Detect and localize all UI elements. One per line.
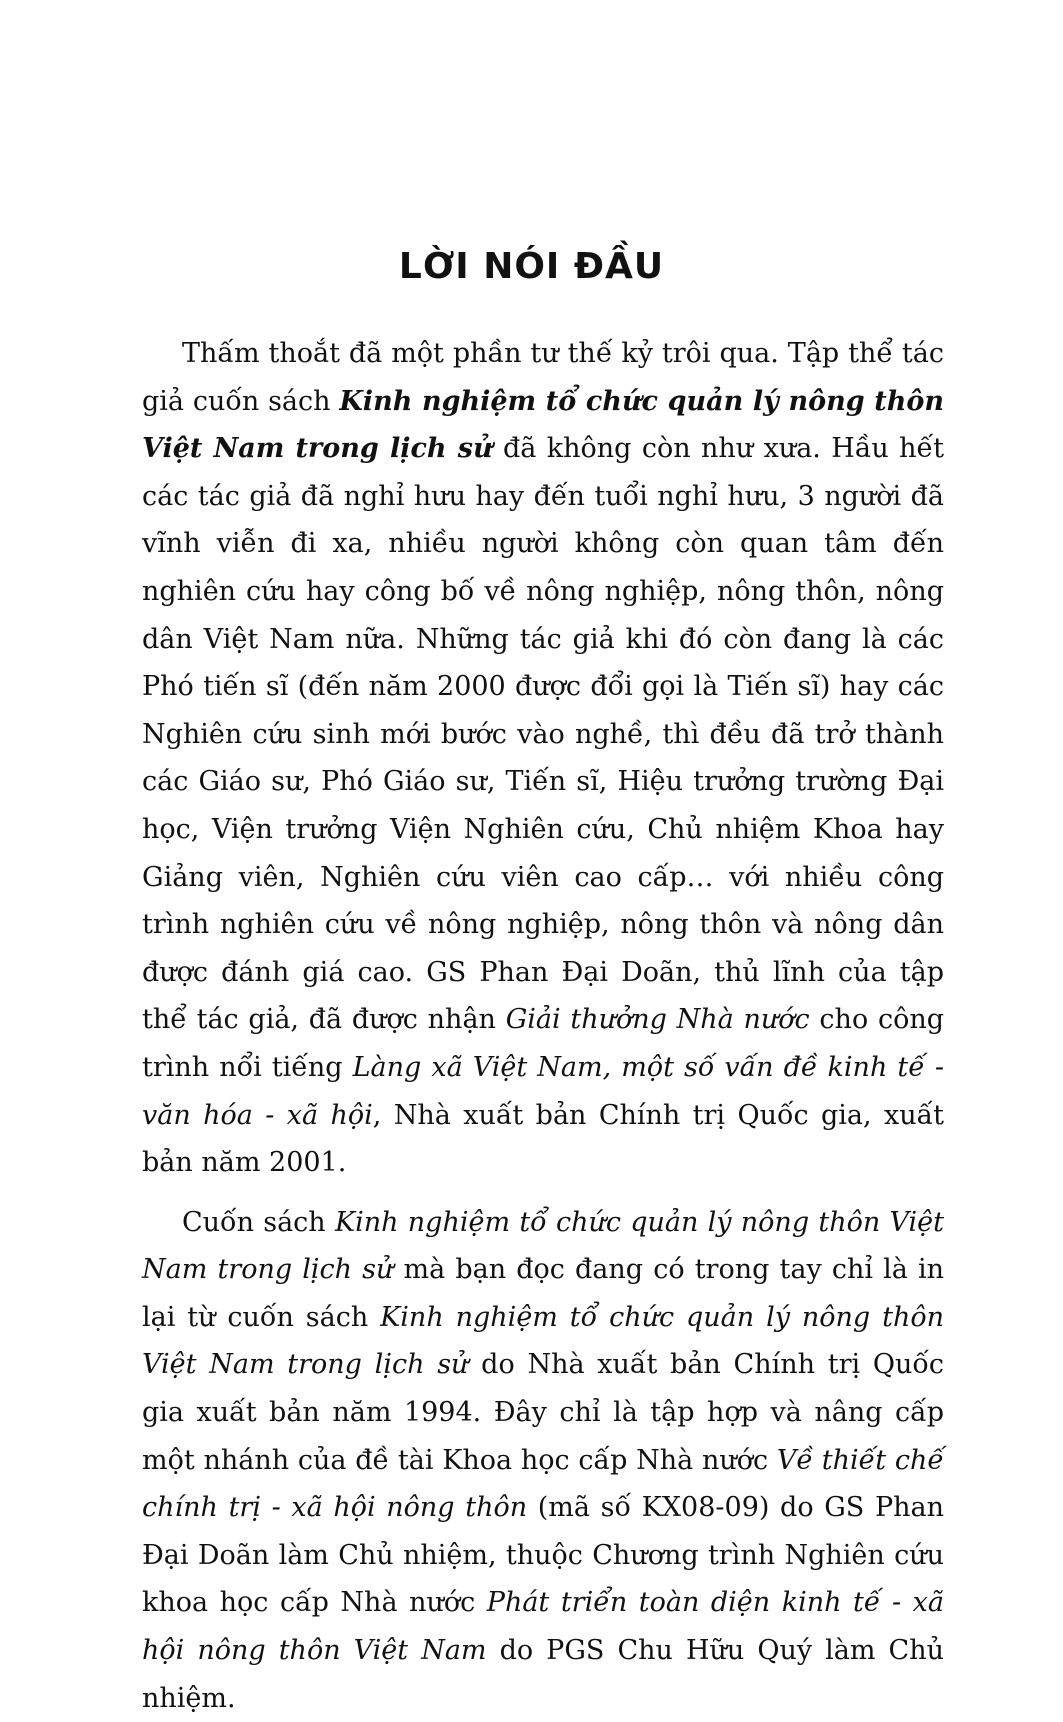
- text-run: mà bạn đọc đang có trong tay chỉ là in lại từ cuốn sách: [142, 1254, 944, 1333]
- text-run: Cuốn sách: [182, 1206, 335, 1238]
- text-run: Thấm thoắt đã một phần tư thế kỷ trôi qua. Tập thể tác giả cuốn sách: [142, 338, 944, 417]
- text-run: , Nhà xuất bản Chính trị Quốc gia, xuất bản năm 2001.: [142, 1099, 945, 1179]
- text-run: do PGS Chu Hữu Quý làm Chủ nhiệm.: [142, 1635, 944, 1714]
- work-title: Làng xã Việt Nam, một số vấn đề kinh tế - văn hóa - xã hội: [142, 1051, 944, 1131]
- page-title: LỜI NÓI ĐẦU: [398, 246, 665, 287]
- text-run: (mã số KX08-09) do GS Phan Đại Doãn làm Chủ nhiệm, thuộc Chương trình Nghiên cứu khoa học cấp Nhà nước: [142, 1492, 944, 1619]
- book-title: Kinh nghiệm tổ chức quản lý nông thôn Việt Nam trong lịch sử: [142, 1206, 944, 1286]
- paragraph-2: [142, 1199, 944, 1722]
- text-run: do Nhà xuất bản Chính trị Quốc gia xuất bản năm 1994. Đây chỉ là tập hợp và nâng cấp một nhánh của đề tài Khoa học cấp Nhà nước: [142, 1349, 945, 1476]
- book-title: Kinh nghiệm tổ chức quản lý nông thôn Việt Nam trong lịch sử: [142, 1301, 944, 1381]
- book-title-bold-italic: Kinh nghiệm tổ chức quản lý nông thôn Việt Nam trong lịch sử: [142, 385, 944, 465]
- text-run: đã không còn như xưa. Hầu hết các tác giả đã nghỉ hưu hay đến tuổi nghỉ hưu, 3 người đã vĩnh viễn đi xa, nhiều người không còn quan tâm đến nghiên cứu hay công bố về nông nghiệp, nông thôn, nông dân Việt Nam nữa. Những tác giả khi đó còn đang là các Phó tiến sĩ (đến năm 2000 được đổi gọi là Tiến sĩ) hay các Nghiên cứu sinh mới bước vào nghề, thì đều đã trở thành các Giáo sư, Phó Giáo sư, Tiến sĩ, Hiệu trưởng trường Đại học, Viện trưởng Viện Nghiên cứu, Chủ nhiệm Khoa hay Giảng viên, Nghiên cứu viên cao cấp… với nhiều công trình nghiên cứu về nông nghiệp, nông thôn và nông dân được đánh giá cao. GS Phan Đại Doãn, thủ lĩnh của tập thể tác giả, đã được nhận: [142, 433, 944, 1036]
- program-title: Phát triển toàn diện kinh tế - xã hội nông thôn Việt Nam: [142, 1587, 944, 1667]
- project-title: Về thiết chế chính trị - xã hội nông thôn: [142, 1444, 945, 1524]
- award-name: Giải thưởng Nhà nước: [505, 1004, 810, 1036]
- body-text: [142, 330, 944, 1722]
- text-run: cho công trình nổi tiếng: [142, 1004, 944, 1083]
- paragraph-1: [142, 330, 944, 1187]
